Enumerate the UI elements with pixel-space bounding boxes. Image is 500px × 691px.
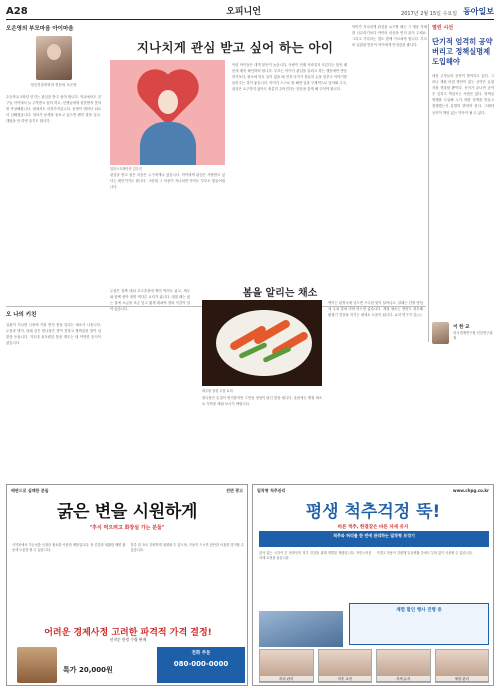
ad-left-banner-sub: 선착순 한정 수량 판매 (109, 637, 147, 642)
ad-left-body (12, 543, 244, 623)
illustration-caption: 일러스트레이션 김수진 (110, 167, 142, 171)
essay1-body-a: 초등학교 5학년 민지는 관심을 받고 싶어 합니다. 학교에서도 친구들 사이에서 늘 주목받고 싶어 하고, 선생님에게 칭찬받지 못하면 속상해합니다. 집에서도 마찬가지입니다. 동생이 태어난 뒤로 더 심해졌습니다. 엄마가 동생을 돌보고 있으면 괜히 말을 걸고, 대답을 안 하면 울기도 합니다. (6, 95, 101, 124)
essay1-body-b3: 아이가 지나치게 관심을 요구할 때는 그 행동 자체를 나무라기보다 아이의 마음을 먼저 읽어 주세요. 그리고 기다리는 법도 함께 가르쳐야 합니다. 부모의 일관된 반응이 아이에게 안정감을 줍니다. (352, 25, 427, 48)
page-header (6, 4, 494, 20)
essay2-body-d3: 냉이는 된장국에 넣으면 구수한 맛이 살아나고, 달래는 간장 양념에 무쳐 밥에 비벼 먹으면 좋습니다. 제철 채소는 영양도 풍부해 환절기 건강을 지키는 데에도 도움이 됩니다. 요리 연구가 김○○ (328, 301, 423, 318)
column-divider (428, 24, 429, 342)
ad-right-topline (253, 485, 493, 497)
column-label: 열린 시선 (432, 25, 454, 31)
essay2-title: 봄을 알리는 채소 (242, 288, 318, 299)
essay1-title: 지나치게 관심 받고 싶어 하는 아이 (136, 40, 334, 55)
ad-right-banner: 척추와 허리를 한 번에 관리하는 밀착형 보정기 (259, 531, 489, 547)
ad-right-subhead: 바른 척추, 한결같은 바른 자세 유지 (337, 525, 409, 530)
product-image (17, 647, 57, 683)
ad-right-headline: 평생 척추걱정 뚝! (305, 502, 441, 522)
promo-title: 체험 할인 행사 진행 중 (396, 608, 442, 613)
essay1-left-column (6, 24, 101, 304)
essay1-illustration (110, 60, 225, 165)
essay2-body-d1: 두릅은 살짝 데쳐 초고추장에 찍어 먹어도 좋고, 새우와 함께 볶아 내면 색다른 요리가 됩니다. 데칠 때는 끓는 물에 소금을 조금 넣고 짧게 데쳐야 향과 식감이 살아 있습니다. (110, 289, 190, 312)
thumbnail (259, 649, 314, 683)
thumbnail (318, 649, 373, 683)
column-author-photo (432, 322, 449, 344)
column-body: 대선 주자들의 공약이 쏟아지고 있다. 그러나 재원 마련 방안이 없는 공약은 유권자를 현혹할 뿐이다. 선거가 끝나면 공약은 잊히고 책임지는 사람은 없다. 정책실명제를 도입해 누가 어떤 정책을 만들고 집행했는지 분명히 밝혀야 한다. 그래야 공약이 책임 있는 약속이 될 수 있다. (432, 74, 494, 115)
ad-left-price: 특가 20,000원 (63, 666, 113, 674)
essay2-kicker: 오 나의 키친 (6, 312, 37, 318)
ad-left-tag-right: 전면 광고 (226, 488, 243, 493)
essay1-body-b1: 관심을 받고 싶은 마음은 누구에게나 있습니다. 아이에게 관심은 사랑받고 있다는 확인이기도 합니다. 그런데 그 마음이 지나치면 아이도 부모도 힘들어집니다. (110, 173, 225, 190)
essay1-body-b2: 이런 아이들은 대개 불안이 높습니다. 사랑이 언제 사라질지 모른다는 불안 때문에 계속 확인하려 합니다. 부모는 아이가 관심을 끌려고 하는 행동에만 반응하기보다, 평소에 아무 일이 없을 때 먼저 다가가 충분히 눈을 맞추고 이야기를 들어주는 것이 좋습니다. 아이가 스스로 잘 해낸 일을 구체적으로 알아봐 주고, 관심은 요구하지 않아도 충분히 주어진다는 믿음을 갖게 해 주어야 합니다. (232, 63, 347, 92)
ad-right[interactable] (252, 484, 494, 686)
ad-right-body-2: 가볍고 착용이 간편해 일상생활 중에도 부담 없이 사용할 수 있습니다. (376, 551, 473, 555)
thumbnail-label: 체형 관리 (436, 676, 489, 681)
essay1-kicker: 오은영의 부모마음 아이마음 (6, 26, 74, 32)
author-photo (36, 36, 72, 80)
order-phone: 080-000-0000 (173, 660, 229, 668)
food-photo (202, 300, 322, 386)
section-name: 오피니언 (226, 7, 261, 17)
order-label: 전화 주문 (191, 651, 211, 656)
thumbnail-label: 자세 유지 (377, 676, 430, 681)
order-phone-box[interactable] (157, 647, 245, 683)
column-author (432, 322, 494, 344)
column-author-role: 한국경제연구원 선임연구위원 (453, 331, 493, 340)
paper-name: 동아일보 (463, 6, 494, 16)
illustration-face (158, 90, 178, 114)
column-title: 단기적 엄격히 공약 버리고 정책실명제 도입해야 (432, 37, 493, 66)
ad-right-url[interactable]: www.chpg.co.kr (452, 488, 489, 493)
ad-right-thumbnails (259, 649, 489, 683)
illustration-body (140, 122, 196, 165)
page-number: A28 (6, 6, 28, 17)
ad-left-tag: 배변으로 실패한 분들 (11, 488, 49, 493)
thumbnail (435, 649, 490, 683)
dateline: 2017년 2월 15일 수요일 (401, 11, 458, 17)
ad-left[interactable] (6, 484, 248, 686)
ad-right-photo (259, 611, 343, 647)
ad-right-tag: 밀착형 척추관리 (257, 488, 286, 493)
ad-left-headline: 굵은 변을 시원하게 (56, 502, 198, 522)
thumbnail-label: 척추 교정 (319, 676, 372, 681)
ad-left-topline (7, 485, 247, 497)
ad-right-body (259, 551, 489, 611)
thumbnail (376, 649, 431, 683)
column-author-name: 이 한 교 (453, 325, 470, 330)
author-caption: 정신건강의학과 전문의 오은영 (30, 83, 77, 87)
essay1-author (29, 36, 79, 88)
ad-left-subhead: "후식 먹으려고 화장실 가는 분들" (89, 525, 165, 531)
ad-right-body-1: 앉아 있는 시간이 긴 현대인의 척추 건강을 위해 개발된 제품입니다. 자연스러운 자세 교정을 돕습니다. (259, 551, 372, 561)
food-photo-caption: 새우를 올린 두릅 요리 (202, 389, 233, 393)
essay2-body-c: 입춘이 지나면 시장에 가장 먼저 봄을 알리는 채소가 나옵니다. 두릅과 냉이, 달래 같은 봄나물은 향이 진하고 쌉싸름한 맛이 입맛을 돋웁니다. 겨우내 움츠렸던 몸을 깨우는 데 이만한 음식이 없습니다. (6, 323, 101, 346)
essay2-body-d2: 봄나물은 손질이 번거롭지만 그만큼 정성이 담긴 맛을 냅니다. 올봄에는 제철 채소로 식탁을 채워 보시기 바랍니다. (202, 396, 322, 407)
ad-left-banner: 어려운 경제사정 고려한 파격적 가격 결정! (44, 628, 212, 638)
opinion-column (432, 24, 494, 316)
thumbnail-label: 허리 관리 (260, 676, 313, 681)
ad-left-body-2: 하루 한 포로 간편하게 섭취할 수 있으며, 꾸준히 드시면 편안한 아침을 맞이할 수 있습니다. (130, 543, 244, 553)
ad-left-body-1: 식약처에서 기능성을 인정한 원료를 사용한 제품입니다. 장 건강과 원활한 배변 활동에 도움을 줄 수 있습니다. (12, 543, 126, 553)
ad-right-promo-box (349, 603, 489, 645)
